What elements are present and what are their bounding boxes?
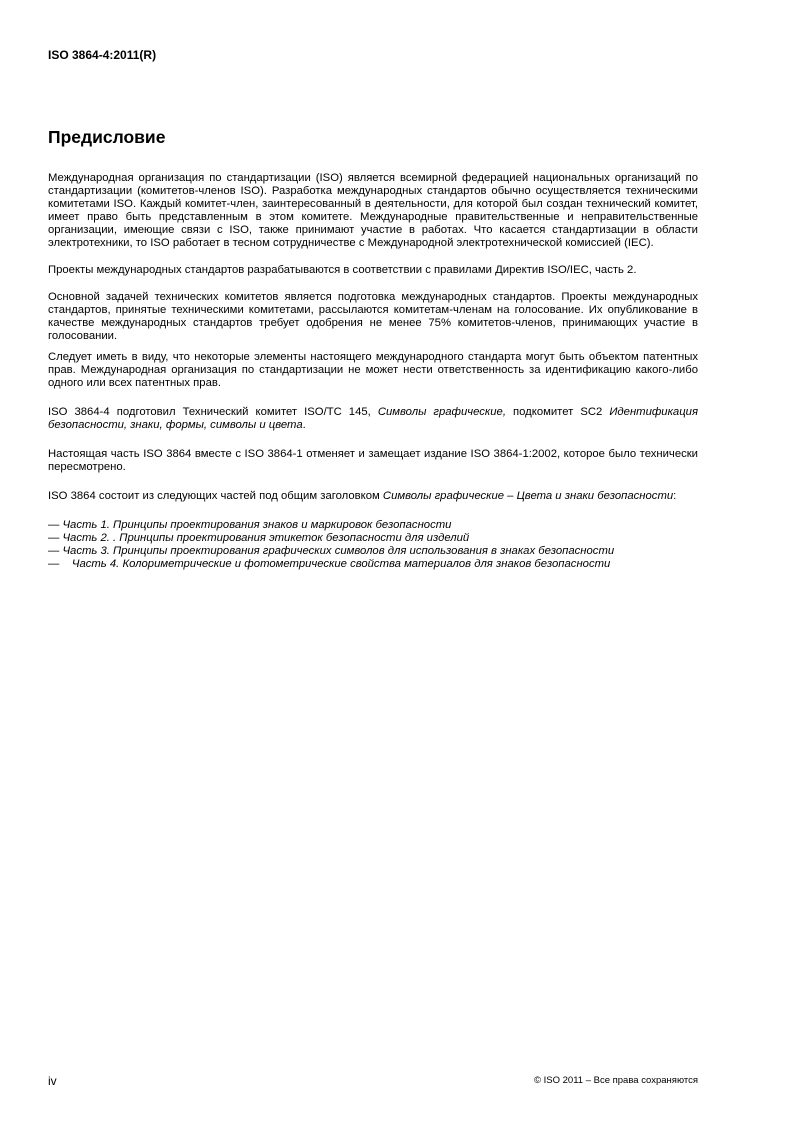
subcommittee-text: подкомитет SC2 — [505, 406, 610, 418]
list-item-text: Часть 4. Колориметрические и фотометрические свойства материалов для знаков безопасности — [71, 558, 611, 570]
paragraph-iso-intro: Международная организация по стандартизации (ISO) является всемирной федерацией национальных организаций по стандартизации (комитетов-членов ISO). Разработка международных стандартов обычно осуществляется техническими комитетами ISO. Каждый комитет-член, заинтересованный в деятельности, для которой был создан технический комитет, имеет право быть представленным в этом комитете. Международные правительственные и неправительственные организации, имеющие связи с ISO, также принимают участие в работах. Что касается стандартизации в области электротехники, то ISO работает в тесном сотрудничестве с Международной электротехнической комиссией (IEC). — [48, 172, 698, 249]
list-item-text: Часть 2. . Принципы проектирования этикеток безопасности для изделий — [62, 532, 470, 544]
paragraph-prepared-by — [48, 406, 698, 432]
subcommittee-title: Идентификация безопасности, знаки, формы, символы и цвета — [48, 406, 698, 431]
foreword-body — [48, 172, 698, 571]
paragraph-replaces: Настоящая часть ISO 3864 вместе с ISO 3864-1 отменяет и замещает издание ISO 3864-1:2002, которое было технически пересмотрено. — [48, 448, 698, 473]
list-dash: — — [48, 532, 60, 544]
list-dash: — — [48, 558, 60, 570]
copyright-notice: © ISO 2011 – Все права сохраняются — [533, 1075, 698, 1086]
general-title: Символы графические – Цвета и знаки безопасности — [382, 490, 674, 502]
page-title: Предисловие — [48, 127, 166, 147]
list-item-text: Часть 1. Принципы проектирования знаков и маркировок безопасности — [62, 519, 452, 531]
page-number: iv — [48, 1074, 57, 1088]
list-dash: — — [48, 519, 60, 531]
document-id: ISO 3864-4:2011(R) — [48, 48, 157, 62]
list-item — [48, 545, 698, 558]
paragraph-parts-intro — [48, 490, 698, 503]
list-item — [48, 558, 698, 571]
list-item-text: Часть 3. Принципы проектирования графических символов для использования в знаках безопасности — [62, 545, 615, 557]
period: . — [302, 419, 306, 431]
parts-intro-text: ISO 3864 состоит из следующих частей под общим заголовком — [48, 490, 383, 502]
list-item — [48, 532, 698, 545]
list-item — [48, 519, 698, 532]
colon: : — [673, 490, 677, 502]
prepared-by-text: ISO 3864-4 подготовил Технический комитет ISO/TC 145, — [48, 406, 378, 418]
paragraph-committees: Основной задачей технических комитетов является подготовка международных стандартов. Проекты международных стандартов, принятые техническими комитетами, рассылаются комитетам-членам на голосование. Их опубликование в качестве международных стандартов требует одобрения не менее 75% комитетов-членов, принимающих участие в голосовании. — [48, 291, 698, 342]
paragraph-directives: Проекты международных стандартов разрабатываются в соответствии с правилами Директив ISO/IEC, часть 2. — [48, 264, 637, 276]
paragraph-patents: Следует иметь в виду, что некоторые элементы настоящего международного стандарта могут быть объектом патентных прав. Международная организация по стандартизации не может нести ответственность за идентификацию какого-либо одного или всех патентных прав. — [48, 351, 698, 389]
committee-title: Символы графические, — [377, 406, 506, 418]
list-dash: — — [48, 545, 60, 557]
